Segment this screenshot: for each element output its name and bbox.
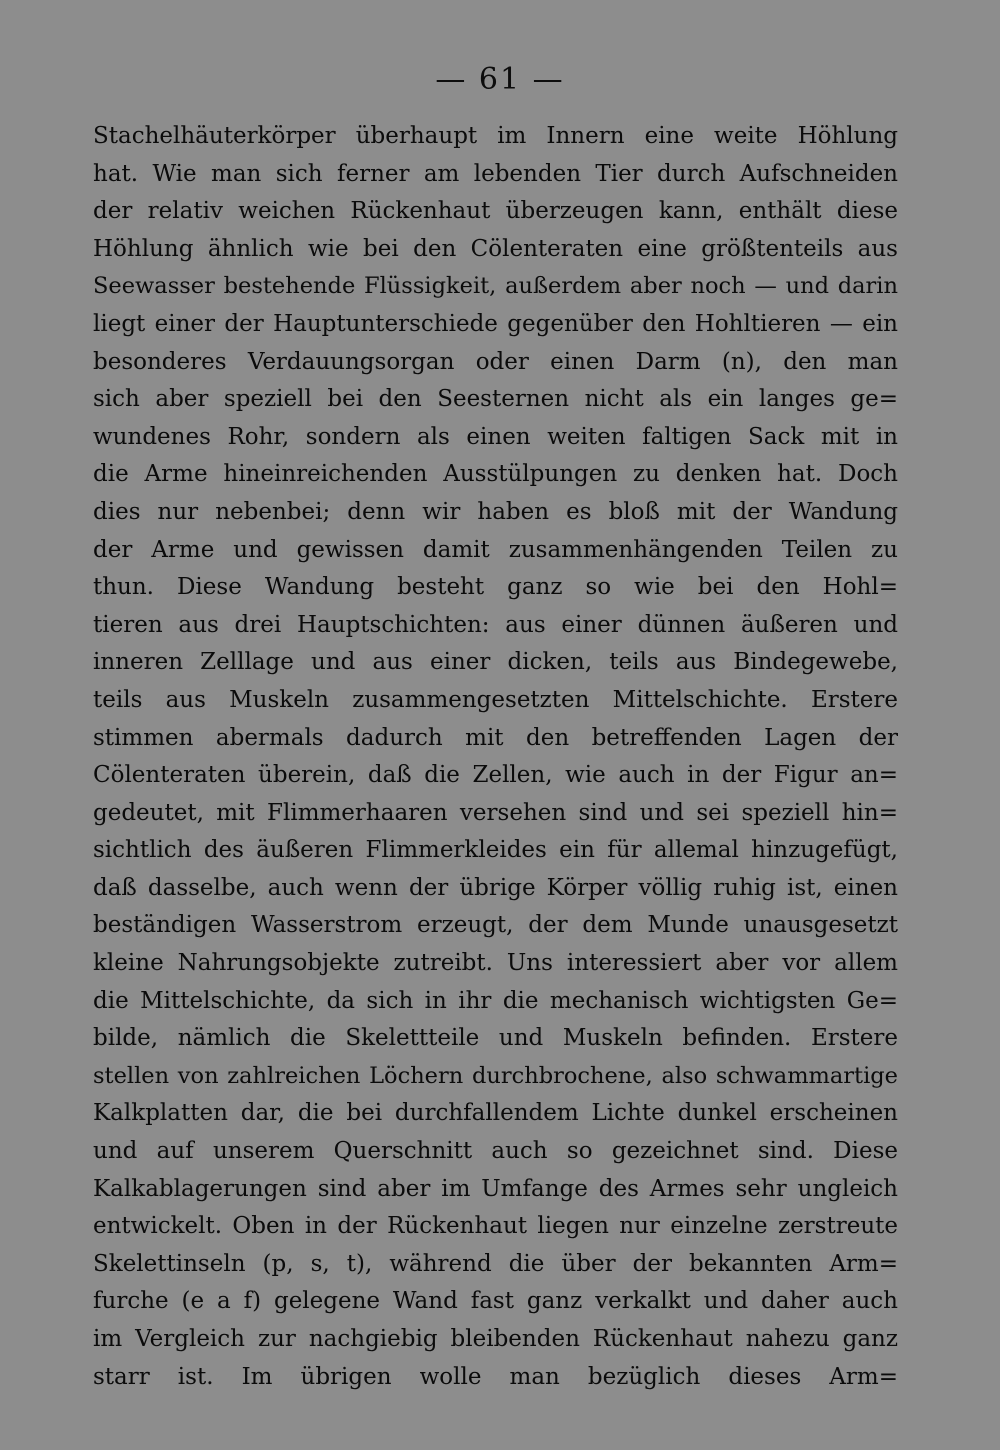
text-line: Cölenteraten überein, daß die Zellen, wie auch in der Figur an= [93,762,898,789]
text-line: der relativ weichen Rückenhaut überzeugen kann, enthält diese [93,198,898,225]
text-line: und auf unserem Querschnitt auch so gezeichnet sind. Diese [93,1138,898,1165]
text-line: Seewasser bestehende Flüssigkeit, außerdem aber noch — und darin [93,273,898,300]
text-line: furche (e a f) gelegene Wand fast ganz verkalkt und daher auch [93,1288,898,1315]
text-line: sichtlich des äußeren Flimmerkleides ein für allemal hinzugefügt, [93,837,898,864]
text-line: stellen von zahlreichen Löchern durchbrochene, also schwammartige [93,1062,898,1089]
text-line: die Mittelschichte, da sich in ihr die mechanisch wichtigsten Ge= [93,987,898,1014]
text-line: bilde, nämlich die Skelettteile und Muskeln befinden. Erstere [93,1025,898,1052]
text-line: teils aus Muskeln zusammengesetzten Mittelschichte. Erstere [93,686,898,713]
text-line: Kalkplatten dar, die bei durchfallendem Lichte dunkel erscheinen [93,1100,898,1127]
text-line: gedeutet, mit Flimmerhaaren versehen sind und sei speziell hin= [93,799,898,826]
text-line: der Arme und gewissen damit zusammenhängenden Teilen zu [93,536,898,563]
text-line: die Arme hineinreichenden Ausstülpungen zu denken hat. Doch [93,461,898,488]
text-line: starr ist. Im übrigen wolle man bezüglich dieses Arm= [93,1363,898,1390]
text-line: thun. Diese Wandung besteht ganz so wie bei den Hohl= [93,574,898,601]
text-line: Kalkablagerungen sind aber im Umfange des Armes sehr ungleich [93,1175,898,1202]
body-text [93,118,898,1396]
text-line: kleine Nahrungsobjekte zutreibt. Uns interessiert aber vor allem [93,950,898,977]
text-line: daß dasselbe, auch wenn der übrige Körper völlig ruhig ist, einen [93,874,898,901]
text-line: wundenes Rohr, sondern als einen weiten faltigen Sack mit in [93,423,898,450]
text-line: hat. Wie man sich ferner am lebenden Tier durch Aufschneiden [93,160,898,187]
text-line: Stachelhäuterkörper überhaupt im Innern eine weite Höhlung [93,123,898,149]
text-line: beständigen Wasserstrom erzeugt, der dem Munde unausgesetzt [93,912,898,939]
text-line: Skelettinseln (p, s, t), während die über der bekannten Arm= [93,1250,898,1277]
text-line: dies nur nebenbei; denn wir haben es bloß mit der Wandung [93,498,898,525]
text-line: tieren aus drei Hauptschichten: aus einer dünnen äußeren und [93,611,898,638]
text-line: Höhlung ähnlich wie bei den Cölenteraten eine größtenteils aus [93,235,898,262]
text-line: entwickelt. Oben in der Rückenhaut liegen nur einzelne zerstreute [93,1213,898,1240]
text-line: besonderes Verdauungsorgan oder einen Darm (n), den man [93,348,898,375]
text-line: inneren Zelllage und aus einer dicken, teils aus Bindegewebe, [93,649,898,676]
text-line: stimmen abermals dadurch mit den betreffenden Lagen der [93,724,898,751]
text-line: sich aber speziell bei den Seesternen nicht als ein langes ge= [93,386,898,413]
text-line: liegt einer der Hauptunterschiede gegenüber den Hohltieren — ein [93,310,898,337]
page-number: — 61 — [435,62,565,97]
text-line: im Vergleich zur nachgiebig bleibenden Rückenhaut nahezu ganz [93,1326,898,1352]
